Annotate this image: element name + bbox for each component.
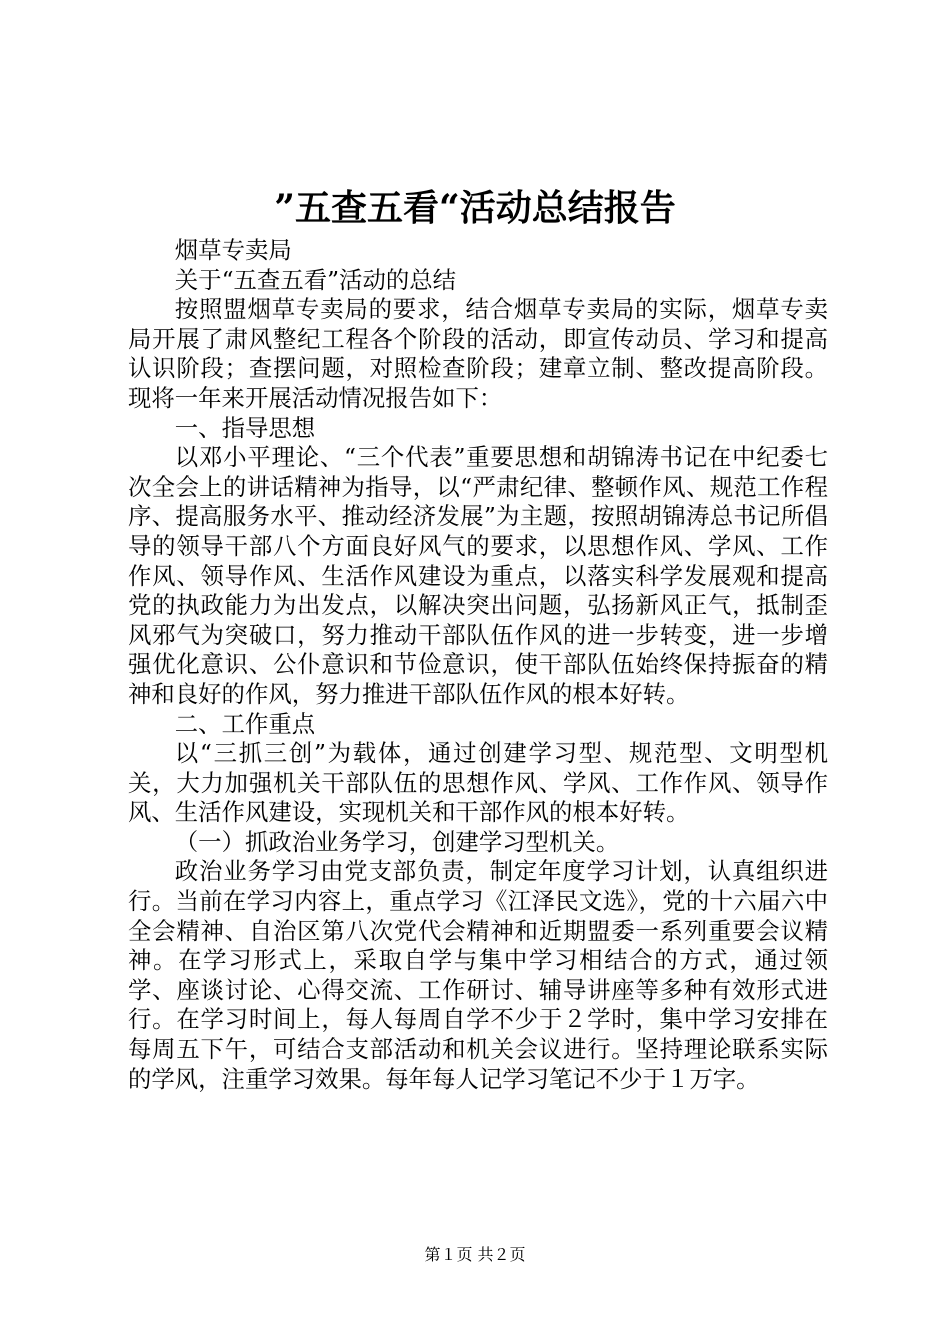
paragraph-issuer: 烟草专卖局	[174, 236, 292, 264]
section-heading-work-focus: 二、工作重点	[174, 709, 316, 738]
paragraph-intro: 按照盟烟草专卖局的要求，结合烟草专卖局的实际，烟草专卖局开展了肃风整纪工程各个阶段的活动，即宣传动员、学习和提高认识阶段；查摆问题，对照检查阶段；建章立制、整改提高阶段。现将一年来开展活动情况报告如下：	[128, 295, 828, 412]
document-body	[128, 236, 828, 1094]
paragraph-work-focus: 以“三抓三创”为载体，通过创建学习型、规范型、文明型机关，大力加强机关干部队伍的思想作风、学风、工作作风、领导作风、生活作风建设，实现机关和干部作风的根本好转。	[128, 739, 828, 827]
page-footer: 第１页 共２页	[424, 1245, 526, 1264]
section-heading-guiding-ideology: 一、指导思想	[174, 413, 316, 442]
paragraph-study: 政治业务学习由党支部负责，制定年度学习计划，认真组织进行。当前在学习内容上，重点学习《江泽民文选》，党的十六届六中全会精神、自治区第八次党代会精神和近期盟委一系列重要会议精神。在学习形式上，采取自学与集中学习相结合的方式，通过领学、座谈讨论、心得交流、工作研讨、辅导讲座等多种有效形式进行。在学习时间上，每人每周自学不少于２学时，集中学习安排在每周五下午，可结合支部活动和机关会议进行。坚持理论联系实际的学风，注重学习效果。每年每人记学习笔记不少于１万字。	[128, 857, 828, 1093]
paragraph-subject: 关于“五查五看”活动的总结	[174, 265, 457, 294]
document-title: ”五查五看“活动总结报告	[274, 187, 676, 229]
paragraph-guiding-ideology: 以邓小平理论、“三个代表”重要思想和胡锦涛书记在中纪委七次全会上的讲话精神为指导，以“严肃纪律、整顿作风、规范工作程序、提高服务水平、推动经济发展”为主题，按照胡锦涛总书记所倡导的领导干部八个方面良好风气的要求，以思想作风、学风、工作作风、领导作风、生活作风建设为重点，以落实科学发展观和提高党的执政能力为出发点，以解决突出问题，弘扬新风正气，抵制歪风邪气为突破口，努力推动干部队伍作风的进一步转变，进一步增强优化意识、公仆意识和节俭意识，使干部队伍始终保持振奋的精神和良好的作风，努力推进干部队伍作风的根本好转。	[128, 443, 828, 708]
subsection-heading-study: （一）抓政治业务学习，创建学习型机关。	[174, 827, 620, 856]
